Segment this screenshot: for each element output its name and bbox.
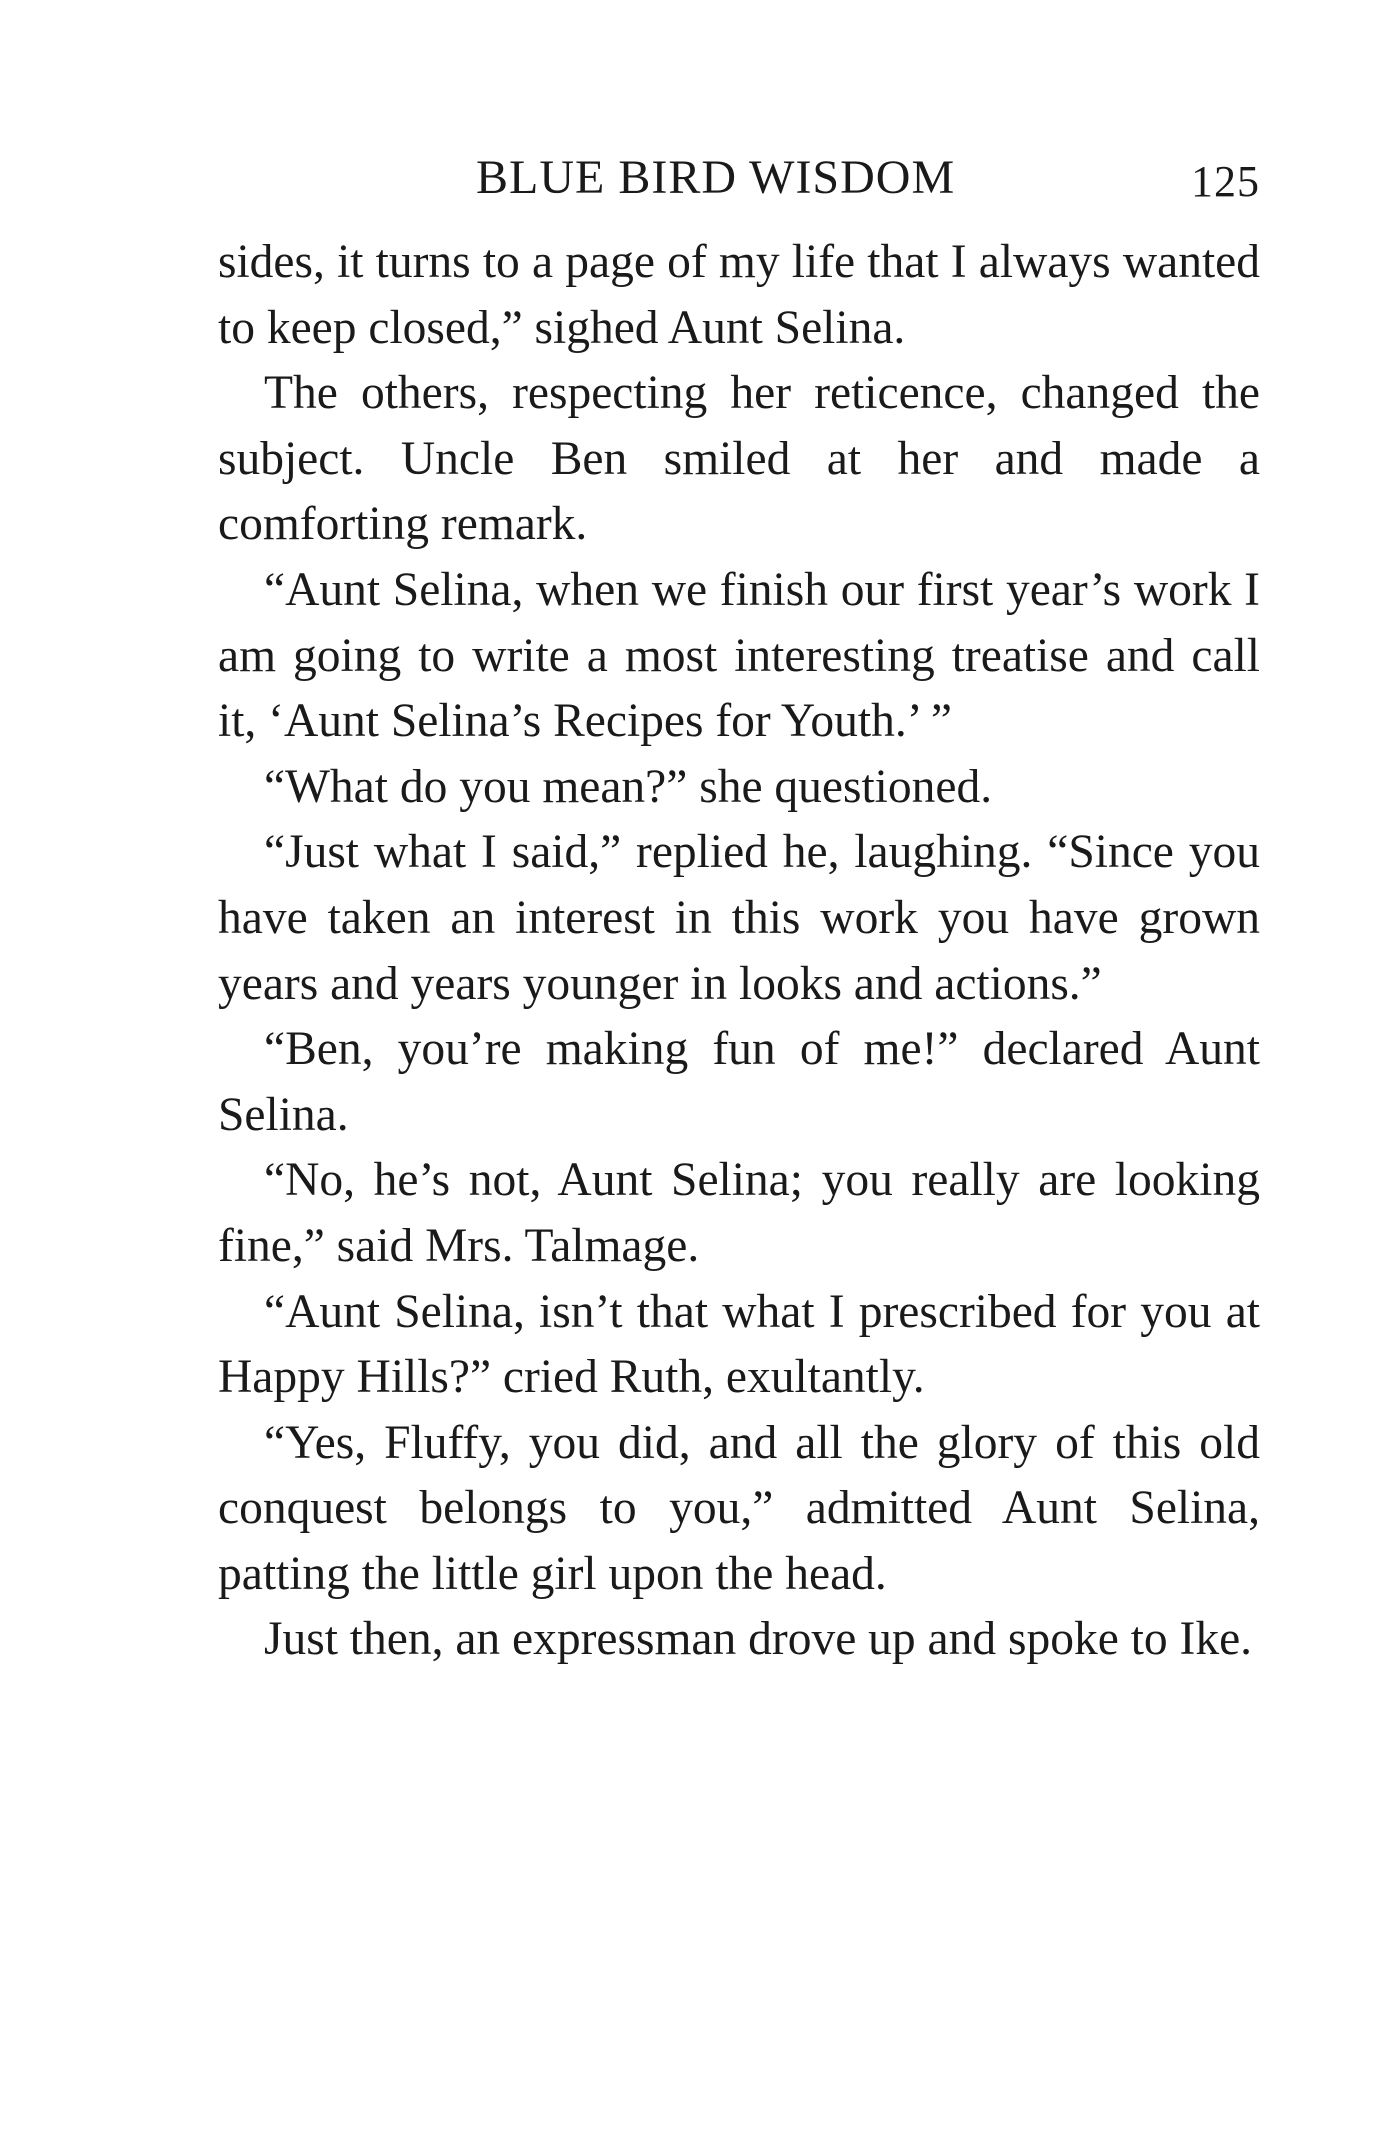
paragraph-1: sides, it turns to a page of my life that I always wanted to keep closed,” sighed Aunt Selina. [218,236,1260,354]
paragraph-4: “What do you mean?” she questioned. [264,760,993,813]
paragraph-6: “Ben, you’re making fun of me!” declared Aunt Selina. [218,1023,1260,1141]
running-title: BLUE BIRD WISDOM [476,151,956,204]
paragraph-8: “Aunt Selina, isn’t that what I prescribed for you at Happy Hills?” cried Ruth, exultantly. [218,1285,1260,1404]
paragraph-7: “No, he’s not, Aunt Selina; you really are looking fine,” said Mrs. Talmage. [218,1154,1260,1272]
book-page [218,150,1260,1673]
paragraph-5: “Just what I said,” replied he, laughing. “Since you have taken an interest in this work you have grown years and years younger in looks and actions.” [218,826,1260,1010]
running-head [218,150,1260,230]
page-number: 125 [1191,157,1260,206]
paragraph-10: Just then, an expressman drove up and spoke to Ike. [264,1613,1253,1666]
body-text [218,230,1260,1673]
paragraph-3: “Aunt Selina, when we finish our first year’s work I am going to write a most interesting treatise and call it, ‘Aunt Selina’s Recipes for Youth.’ ” [218,563,1260,748]
paragraph-2: The others, respecting her reticence, changed the subject. Uncle Ben smiled at her and made a comforting remark. [218,367,1260,551]
paragraph-9: “Yes, Fluffy, you did, and all the glory of this old conquest belongs to you,” admitted Aunt Selina, patting the little girl upon the head. [218,1416,1260,1600]
